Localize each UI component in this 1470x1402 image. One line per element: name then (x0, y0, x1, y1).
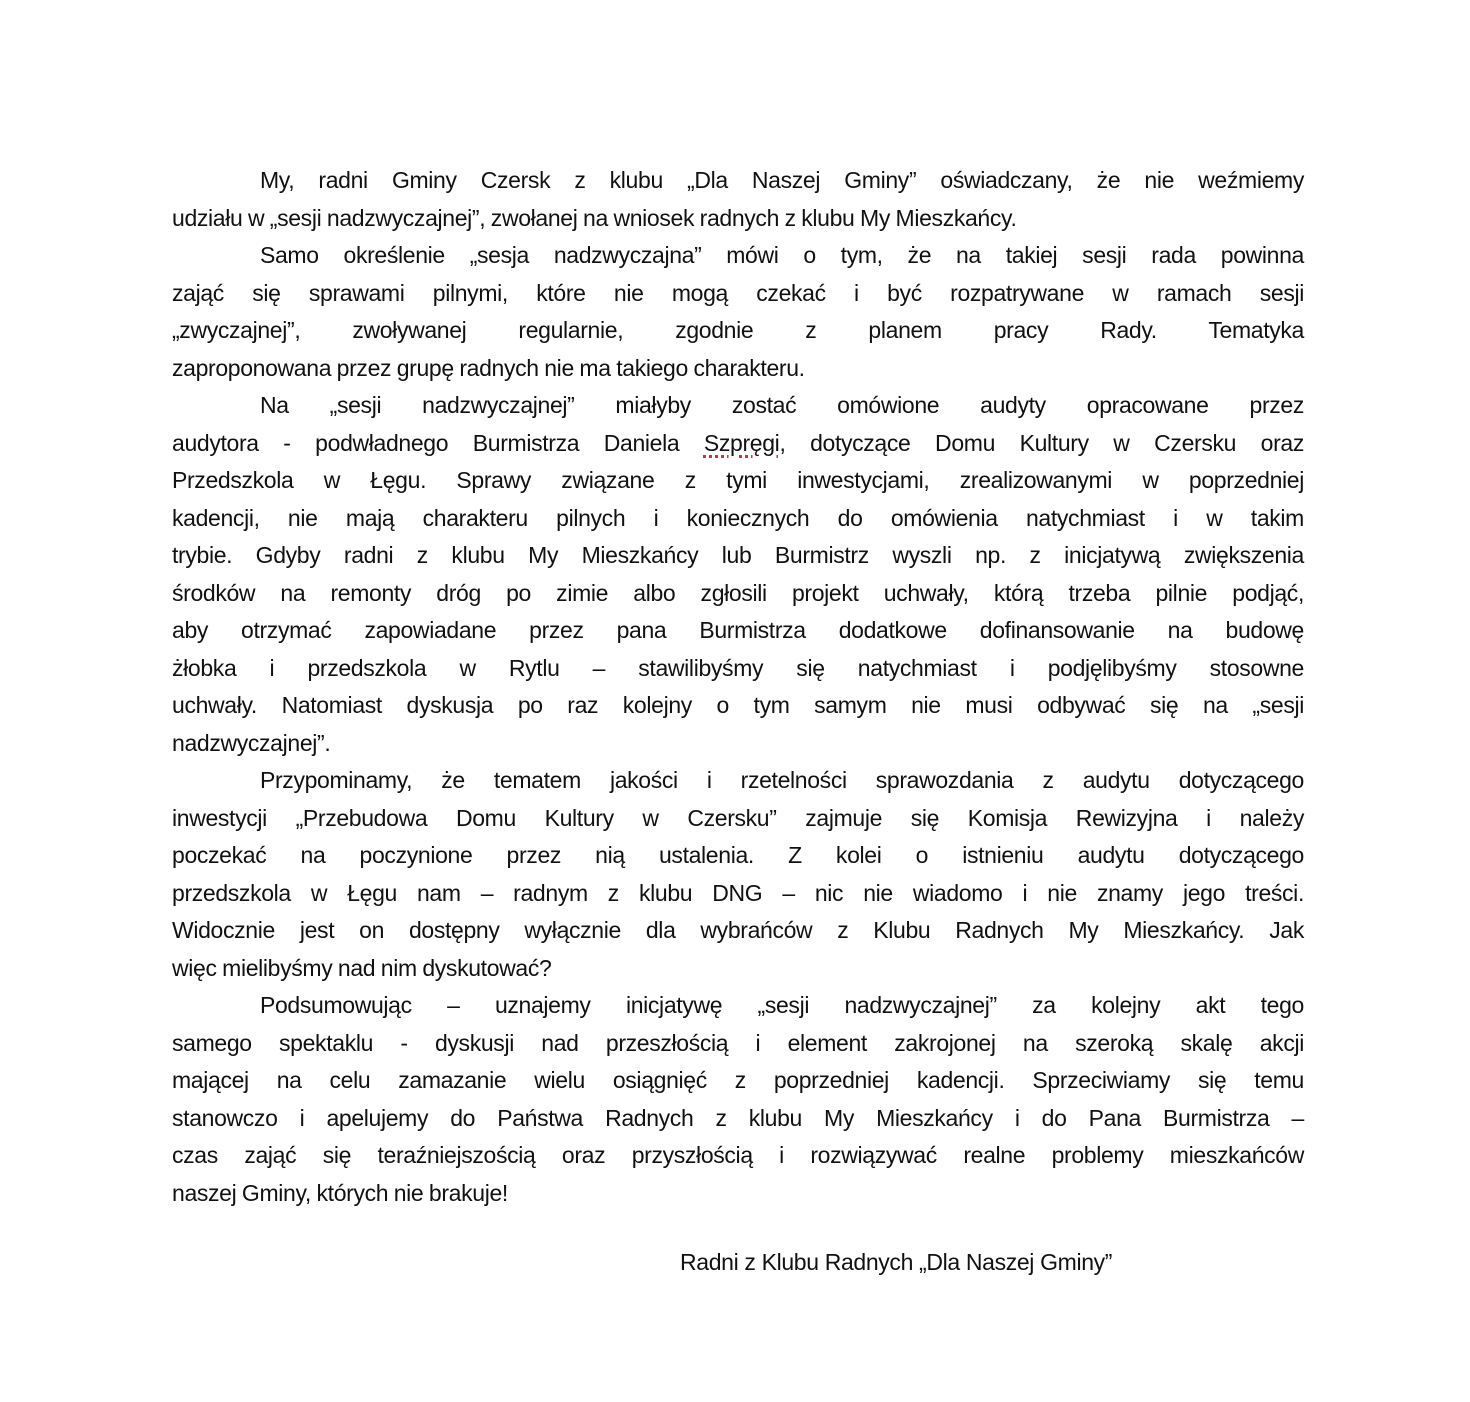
paragraph-1 (172, 162, 1304, 237)
text-line: zająć się sprawami pilnymi, które nie mogą czekać i być rozpatrywane w ramach sesji (172, 279, 1304, 306)
text-line: żłobka i przedszkola w Rytlu – stawilibyśmy się natychmiast i podjęlibyśmy stosowne (172, 654, 1304, 681)
text-line: Samo określenie „sesja nadzwyczajna” mówi o tym, że na takiej sesji rada powinna (260, 242, 1304, 268)
text-line: więc mielibyśmy nad nim dyskutować? (172, 954, 552, 981)
text-line: Podsumowując – uznajemy inicjatywę „sesji nadzwyczajnej” za kolejny akt tego (260, 992, 1304, 1018)
text-line: My, radni Gminy Czersk z klubu „Dla Naszej Gminy” oświadczany, że nie weźmiemy (260, 167, 1304, 193)
text-line: inwestycji „Przebudowa Domu Kultury w Czersku” zajmuje się Komisja Rewizyjna i należy (172, 804, 1304, 831)
text-line: Przypominamy, że tematem jakości i rzetelności sprawozdania z audytu dotyczącego (260, 767, 1304, 793)
paragraph-5 (172, 987, 1304, 1212)
text-line: aby otrzymać zapowiadane przez pana Burmistrza dodatkowe dofinansowanie na budowę (172, 617, 1304, 643)
text-line (172, 425, 1304, 463)
text-segment: audytora - podwładnego Burmistrza Daniela (172, 429, 704, 456)
text-line: „zwyczajnej”, zwoływanej regularnie, zgodnie z planem pracy Rady. Tematyka (172, 317, 1304, 343)
text-line: nadzwyczajnej”. (172, 729, 331, 756)
paragraph-4 (172, 762, 1304, 987)
paragraph-2 (172, 237, 1304, 387)
text-line: udziału w „sesji nadzwyczajnej”, zwołanej na wniosek radnych z klubu My Mieszkańcy. (172, 204, 1017, 231)
text-line: trybie. Gdyby radni z klubu My Mieszkańcy lub Burmistrz wyszli np. z inicjatywą zwiększenia (172, 542, 1304, 568)
text-line: samego spektaklu - dyskusji nad przeszłością i element zakrojonej na szeroką skalę akcji (172, 1029, 1304, 1056)
text-line: uchwały. Natomiast dyskusja po raz kolejny o tym samym nie musi odbywać się na „sesji (172, 692, 1304, 718)
text-line: Przedszkola w Łęgu. Sprawy związane z tymi inwestycjami, zrealizowanymi w poprzedniej (172, 467, 1304, 493)
text-line: poczekać na poczynione przez nią ustalenia. Z kolei o istnieniu audytu dotyczącego (172, 842, 1304, 868)
text-segment: , dotyczące Domu Kultury w Czersku oraz (779, 429, 1304, 456)
text-line: stanowczo i apelujemy do Państwa Radnych z klubu My Mieszkańcy i do Pana Burmistrza – (172, 1104, 1304, 1131)
text-line: naszej Gminy, których nie brakuje! (172, 1179, 508, 1206)
text-line: mającej na celu zamazanie wielu osiągnięć z poprzedniej kadencji. Sprzeciwiamy się temu (172, 1067, 1304, 1093)
spellcheck-flagged-word[interactable]: Szpręgi (703, 429, 780, 456)
text-line: czas zająć się teraźniejszością oraz przyszłością i rozwiązywać realne problemy mieszkańców (172, 1142, 1304, 1168)
paragraph-3 (172, 387, 1304, 762)
document-body (172, 162, 1304, 1212)
text-line: Widocznie jest on dostępny wyłącznie dla wybrańców z Klubu Radnych My Mieszkańcy. Jak (172, 917, 1304, 943)
text-line: Na „sesji nadzwyczajnej” miałyby zostać omówione audyty opracowane przez (260, 392, 1304, 418)
signature: Radni z Klubu Radnych „Dla Naszej Gminy” (680, 1249, 1113, 1275)
text-line: kadencji, nie mają charakteru pilnych i koniecznych do omówienia natychmiast i w takim (172, 504, 1304, 531)
text-line: środków na remonty dróg po zimie albo zgłosili projekt uchwały, którą trzeba pilnie podjąć, (172, 579, 1304, 606)
text-line: zaproponowana przez grupę radnych nie ma takiego charakteru. (172, 354, 805, 381)
text-line: przedszkola w Łęgu nam – radnym z klubu DNG – nic nie wiadomo i nie znamy jego treści. (172, 879, 1304, 906)
